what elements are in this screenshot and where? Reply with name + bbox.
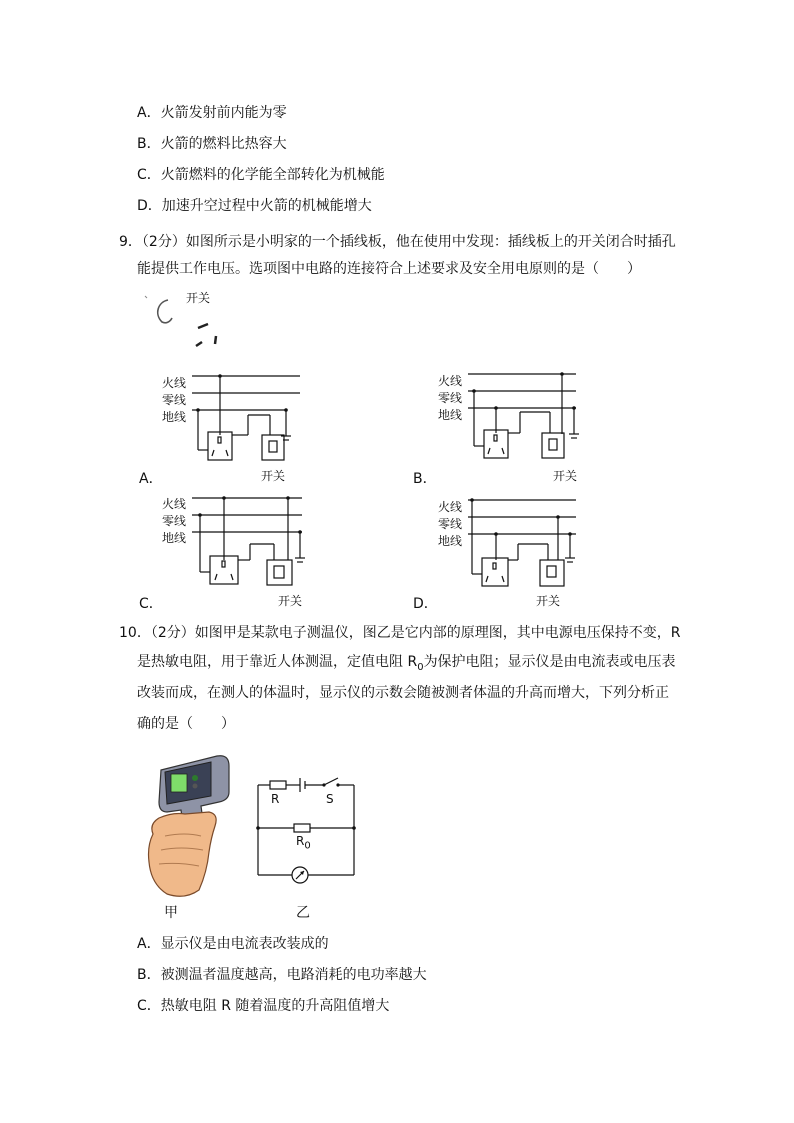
q10-option-a: A．显示仪是由电流表改装成的 [137,936,329,952]
q10-option-c: C．热敏电阻 R 随着温度的升高阻值增大 [137,998,390,1014]
q10-stem-line2: 是热敏电阻，用于靠近人体测温，定值电阻 $R_0$为保护电阻；显示仪是由电流表或电压表 [137,654,676,673]
diagram-a-zero-label: 零线 [162,393,187,407]
circuit-diagram-b [466,368,586,468]
thermometer-circuit-schematic [250,775,360,885]
q9-stem-line2: 能提供工作电压。选项图中电路的连接符合上述要求及安全用电原则的是（ ） [137,261,641,277]
q8-option-a: A．火箭发射前内能为零 [137,105,287,121]
q9-option-c: C． [139,596,163,612]
power-strip-photo [140,288,230,358]
fig-b-label: 乙 [296,905,310,921]
diagram-b-switch-label: 开关 [553,469,578,483]
diagram-b-ground-label: 地线 [438,408,463,422]
thermometer-gun-illustration [145,752,240,902]
diagram-a-switch-label: 开关 [261,469,286,483]
photo-switch-label: 开关 [186,291,211,305]
diagram-a-fire-label: 火线 [162,376,187,390]
q8-option-d: D．加速升空过程中火箭的机械能增大 [137,198,372,214]
q10-stem-line1: 10．（2分）如图甲是某款电子测温仪，图乙是它内部的原理图，其中电源电压保持不变，R [119,625,681,641]
diagram-c-fire-label: 火线 [162,497,187,511]
diagram-c-ground-label: 地线 [162,531,187,545]
q10-option-b: B．被测温者温度越高，电路消耗的电功率越大 [137,967,427,983]
circuit-diagram-d [466,494,586,594]
diagram-c-zero-label: 零线 [162,514,187,528]
diagram-d-zero-label: 零线 [438,517,463,531]
circuit-diagram-c [190,492,315,592]
switch-s-label: S [326,792,334,806]
q9-option-d: D． [413,596,438,612]
q8-option-c: C．火箭燃料的化学能全部转化为机械能 [137,167,385,183]
diagram-a-ground-label: 地线 [162,410,187,424]
q10-stem-line3: 改装而成，在测人的体温时，显示仪的示数会随被测者体温的升高而增大，下列分析正 [137,685,669,701]
q8-option-b: B．火箭的燃料比热容大 [137,136,287,152]
diagram-b-zero-label: 零线 [438,391,463,405]
circuit-diagram-a [190,370,310,470]
fig-a-label: 甲 [164,905,178,921]
resistor-r-label: R [271,792,280,806]
q9-option-b: B． [413,471,437,487]
diagram-d-ground-label: 地线 [438,534,463,548]
q10-stem-line4: 确的是（ ） [137,716,235,732]
q9-option-a: A． [139,471,163,487]
resistor-r0-label: $R_0$ [296,834,311,852]
q9-stem-line1: 9．（2分）如图所示是小明家的一个插线板，他在使用中发现：插线板上的开关闭合时插孔 [119,234,676,250]
diagram-d-switch-label: 开关 [536,594,561,608]
diagram-d-fire-label: 火线 [438,500,463,514]
diagram-b-fire-label: 火线 [438,374,463,388]
diagram-c-switch-label: 开关 [278,594,303,608]
